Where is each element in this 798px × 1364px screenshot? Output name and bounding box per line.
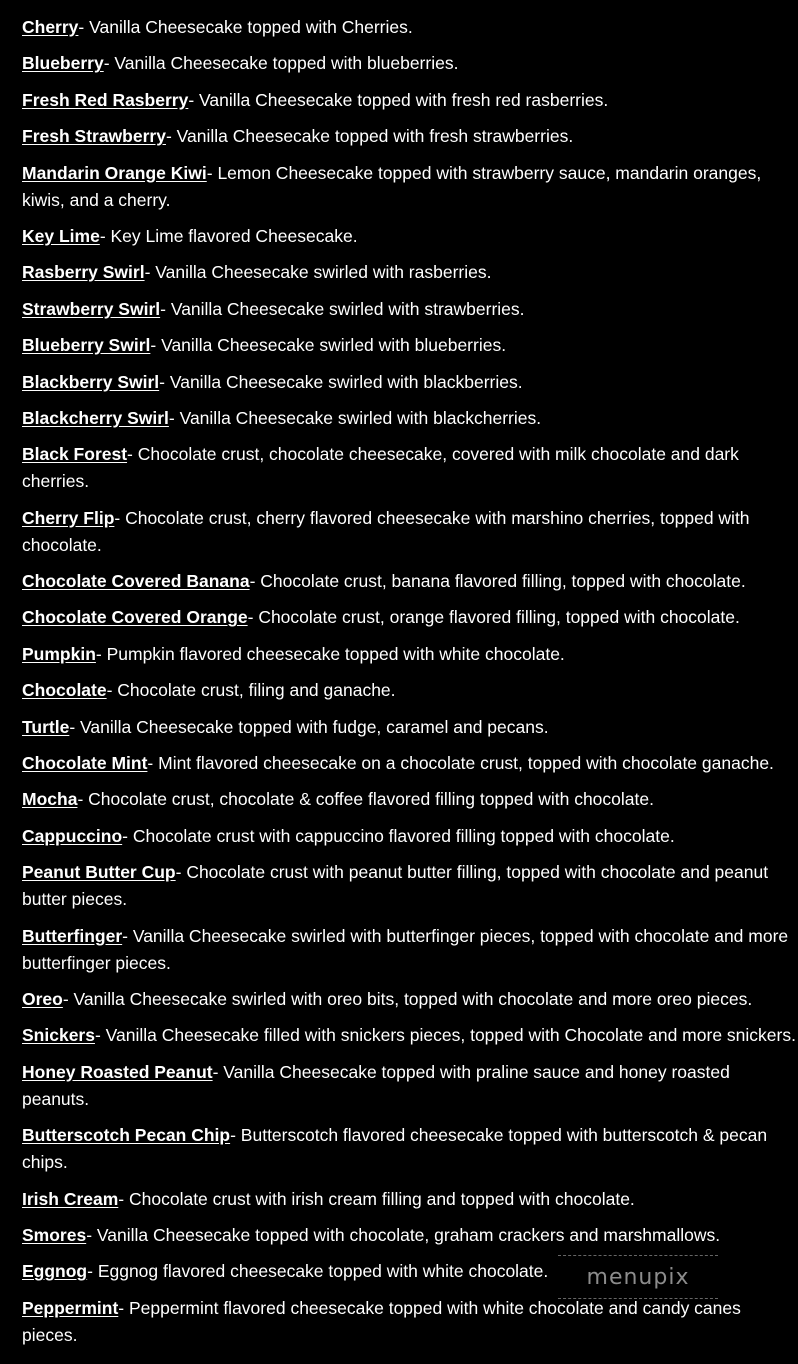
menu-item-name: Cappuccino xyxy=(22,825,123,846)
menu-item-first-line xyxy=(22,1225,720,1245)
menu-item-first-line xyxy=(22,717,549,737)
menu-item-name: Butterscotch Pecan Chip xyxy=(22,1125,231,1146)
menu-item-name: Cherry Flip xyxy=(22,507,115,528)
menu-item xyxy=(22,1258,798,1285)
menu-item xyxy=(22,369,798,396)
menu-item-name: Peppermint xyxy=(22,1297,119,1318)
menu-item xyxy=(22,1122,798,1176)
menu-item xyxy=(22,1059,798,1113)
menu-item-first-line xyxy=(22,571,746,591)
menu-item-name: Blueberry Swirl xyxy=(22,335,151,356)
menu-item-name: Blueberry xyxy=(22,53,104,74)
menu-item xyxy=(22,604,798,631)
menu-item-description-continued: chocolate. xyxy=(22,534,102,555)
menu-item xyxy=(22,1022,798,1049)
menu-item xyxy=(22,677,798,704)
menu-item-name: Blackcherry Swirl xyxy=(22,407,169,428)
menu-item-first-line xyxy=(22,826,675,846)
menu-item-first-line xyxy=(22,1298,741,1318)
menu-item-name: Pumpkin xyxy=(22,643,96,664)
menu-item-description: - Butterscotch flavored cheesecake topped with butterscotch & pecan xyxy=(230,1125,768,1146)
menu-item xyxy=(22,714,798,741)
menu-item-name: Key Lime xyxy=(22,225,100,246)
menu-item xyxy=(22,505,798,559)
menu-item-name: Turtle xyxy=(22,716,70,737)
menu-item-description: - Lemon Cheesecake topped with strawberry sauce, mandarin oranges, xyxy=(206,162,762,183)
menu-item-description-continued: butter pieces. xyxy=(22,889,128,910)
menu-item-first-line xyxy=(22,408,541,428)
menu-item-description-continued: butterfinger pieces. xyxy=(22,952,171,973)
menu-item-name: Strawberry Swirl xyxy=(22,298,161,319)
watermark-text: menupix xyxy=(586,1264,690,1290)
menu-item xyxy=(22,786,798,813)
menu-item-description: - Chocolate crust with cappuccino flavored filling topped with chocolate. xyxy=(122,825,675,846)
menu-item-name: Chocolate Covered Orange xyxy=(22,607,248,628)
menu-item-name: Honey Roasted Peanut xyxy=(22,1061,213,1082)
menu-item-first-line xyxy=(22,680,396,700)
menu-item-name: Blackberry Swirl xyxy=(22,371,160,392)
menu-item-name: Black Forest xyxy=(22,444,128,465)
menu-item-first-line xyxy=(22,1025,796,1045)
menu-item-description: - Chocolate crust, cherry flavored cheesecake with marshino cherries, topped with xyxy=(114,507,750,528)
menu-item xyxy=(22,1295,798,1349)
menu-item-name: Irish Cream xyxy=(22,1188,119,1209)
menu-item xyxy=(22,123,798,150)
menu-item-description: - Vanilla Cheesecake filled with snickers pieces, topped with Chocolate and more snickers. xyxy=(94,1025,796,1046)
menu-item xyxy=(22,923,798,977)
menu-item-name: Eggnog xyxy=(22,1261,88,1282)
menu-item-description: - Vanilla Cheesecake swirled with oreo bits, topped with chocolate and more oreo pieces. xyxy=(62,988,753,1009)
menu-item-description: - Vanilla Cheesecake topped with blueberries. xyxy=(103,53,459,74)
menu-item-description: - Vanilla Cheesecake swirled with strawberries. xyxy=(160,298,525,319)
menu-item-first-line xyxy=(22,607,740,627)
menu-item-description: - Vanilla Cheesecake topped with fresh red rasberries. xyxy=(188,89,609,110)
menu-item xyxy=(22,823,798,850)
menu-item-name: Chocolate Mint xyxy=(22,753,148,774)
menu-item-description-continued: pieces. xyxy=(22,1324,78,1345)
menu-item-description: - Vanilla Cheesecake swirled with blackberries. xyxy=(159,371,523,392)
menu-item-name: Snickers xyxy=(22,1025,95,1046)
menu-item xyxy=(22,405,798,432)
menu-item-name: Mocha xyxy=(22,789,78,810)
menu-item-description: - Chocolate crust with peanut butter filling, topped with chocolate and peanut xyxy=(175,862,769,883)
menu-item xyxy=(22,332,798,359)
menu-item-first-line xyxy=(22,163,761,183)
menu-item-name: Smores xyxy=(22,1224,87,1245)
menu-item-description: - Chocolate crust, chocolate cheesecake, covered with milk chocolate and dark xyxy=(127,444,739,465)
menu-item-name: Oreo xyxy=(22,988,63,1009)
menu-item-first-line xyxy=(22,753,774,773)
menu-item-description: - Peppermint flavored cheesecake topped with white chocolate and candy canes xyxy=(118,1297,741,1318)
menu-item-name: Rasberry Swirl xyxy=(22,262,145,283)
menu-item xyxy=(22,223,798,250)
menu-item-description: - Mint flavored cheesecake on a chocolate crust, topped with chocolate ganache. xyxy=(147,753,774,774)
menu-item xyxy=(22,986,798,1013)
menu-item xyxy=(22,441,798,495)
menu-item-description: - Vanilla Cheesecake swirled with butterfinger pieces, topped with chocolate and more xyxy=(122,925,789,946)
menu-item-name: Mandarin Orange Kiwi xyxy=(22,162,207,183)
menu-item-first-line xyxy=(22,226,358,246)
menu-item-first-line xyxy=(22,90,608,110)
menu-item-first-line xyxy=(22,508,750,528)
menu-item-name: Peanut Butter Cup xyxy=(22,862,176,883)
cheesecake-menu-list xyxy=(22,14,798,1358)
menu-item-description: - Chocolate crust, filing and ganache. xyxy=(106,680,396,701)
menu-item-first-line xyxy=(22,53,458,73)
menu-item xyxy=(22,568,798,595)
menu-item-first-line xyxy=(22,1125,767,1145)
menu-item xyxy=(22,50,798,77)
menu-item-name: Fresh Strawberry xyxy=(22,126,166,147)
menu-item-description: - Vanilla Cheesecake topped with chocolate, graham crackers and marshmallows. xyxy=(86,1224,721,1245)
menu-item-first-line xyxy=(22,335,506,355)
menu-item-first-line xyxy=(22,1189,635,1209)
menu-item xyxy=(22,641,798,668)
menu-item xyxy=(22,259,798,286)
menu-item xyxy=(22,750,798,777)
menu-item xyxy=(22,1222,798,1249)
menu-item-description: - Vanilla Cheesecake topped with fresh strawberries. xyxy=(165,126,574,147)
menu-item xyxy=(22,87,798,114)
menu-item-first-line xyxy=(22,372,523,392)
menu-item-first-line xyxy=(22,926,788,946)
menu-item-description: - Vanilla Cheesecake topped with praline sauce and honey roasted xyxy=(212,1061,730,1082)
menu-item xyxy=(22,859,798,913)
menu-item-name: Chocolate xyxy=(22,680,107,701)
menu-item-description: - Vanilla Cheesecake swirled with rasberries. xyxy=(144,262,492,283)
menu-item-name: Fresh Red Rasberry xyxy=(22,89,189,110)
menu-item-description-continued: kiwis, and a cherry. xyxy=(22,189,171,210)
menu-item-first-line xyxy=(22,444,739,464)
menu-item-first-line xyxy=(22,299,525,319)
menu-item-first-line xyxy=(22,989,752,1009)
menu-item-description: - Vanilla Cheesecake topped with Cherries. xyxy=(78,17,413,37)
menu-item-description: - Chocolate crust, orange flavored filling, topped with chocolate. xyxy=(247,607,740,628)
menu-item-name: Butterfinger xyxy=(22,925,123,946)
menu-item-first-line xyxy=(22,262,491,282)
menu-item-first-line xyxy=(22,1261,548,1281)
menu-item xyxy=(22,160,798,214)
menu-item-description: - Eggnog flavored cheesecake topped with white chocolate. xyxy=(87,1261,549,1282)
menu-item-description: - Vanilla Cheesecake swirled with blackcherries. xyxy=(168,407,542,428)
menu-item-description-continued: chips. xyxy=(22,1152,68,1173)
menu-item-description: - Chocolate crust, chocolate & coffee flavored filling topped with chocolate. xyxy=(77,789,654,810)
menu-item-first-line xyxy=(22,789,654,809)
menu-item-description-continued: cherries. xyxy=(22,471,90,492)
menu-item-first-line xyxy=(22,862,768,882)
menu-item-description: - Key Lime flavored Cheesecake. xyxy=(99,225,358,246)
menu-item-first-line xyxy=(22,126,573,146)
menu-item-description: - Chocolate crust, banana flavored filling, topped with chocolate. xyxy=(249,571,746,592)
menu-item-first-line xyxy=(22,1062,730,1082)
menu-item xyxy=(22,14,798,41)
menu-item-description: - Pumpkin flavored cheesecake topped with white chocolate. xyxy=(95,643,565,664)
menu-item-description: - Chocolate crust with irish cream filling and topped with chocolate. xyxy=(118,1188,635,1209)
menu-item-description-continued: peanuts. xyxy=(22,1088,90,1109)
menu-item-name: Chocolate Covered Banana xyxy=(22,571,250,592)
menu-item-name: Cherry xyxy=(22,17,79,37)
menu-item-description: - Vanilla Cheesecake swirled with blueberries. xyxy=(150,335,507,356)
menu-item xyxy=(22,1186,798,1213)
menu-item-description: - Vanilla Cheesecake topped with fudge, caramel and pecans. xyxy=(69,716,549,737)
menu-item-first-line xyxy=(22,644,565,664)
menu-item xyxy=(22,296,798,323)
menu-item-first-line xyxy=(22,17,413,37)
